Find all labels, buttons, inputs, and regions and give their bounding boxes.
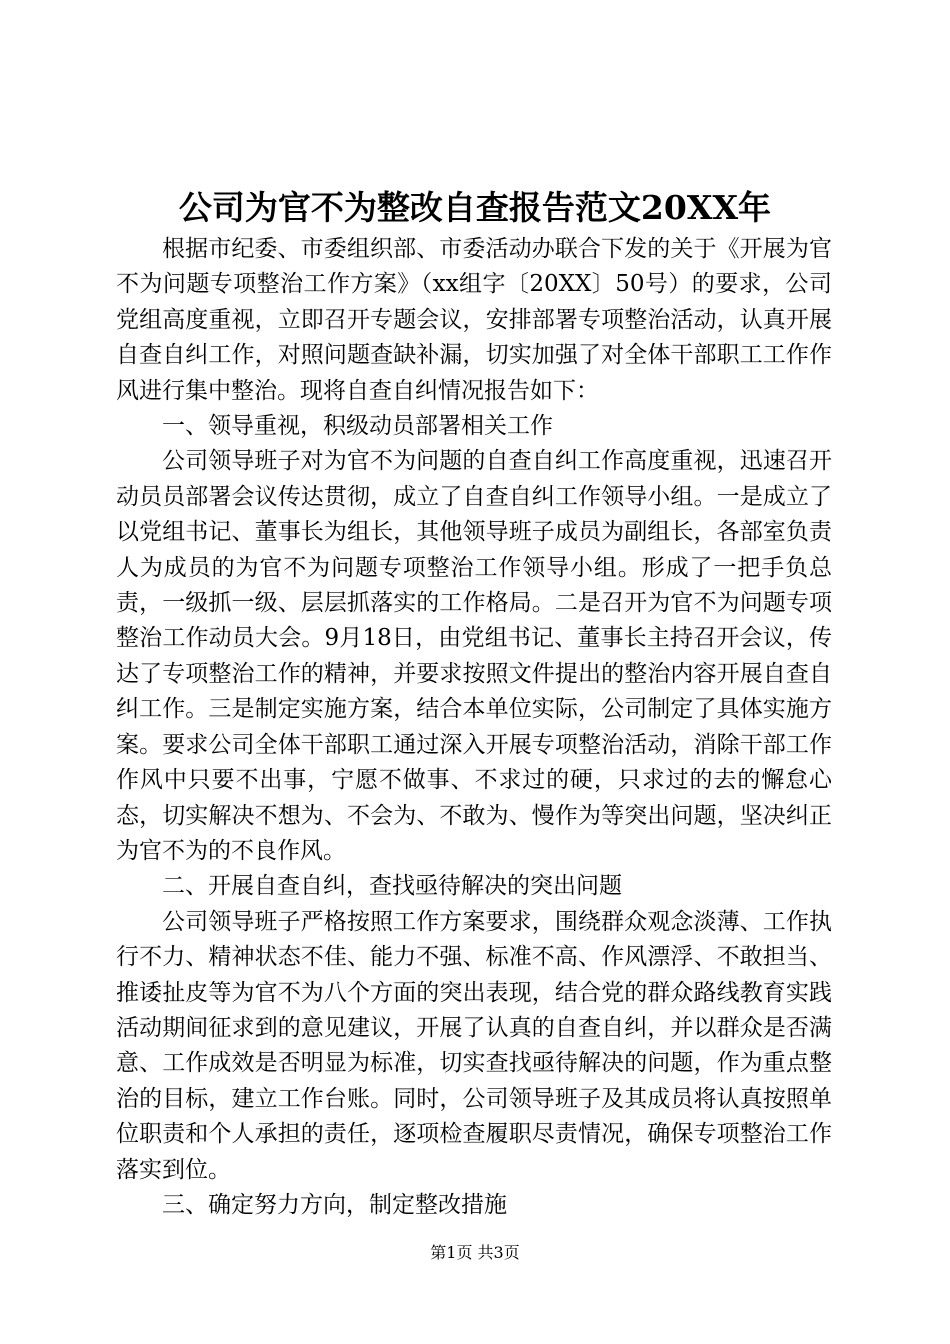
document-body	[116, 232, 832, 1223]
section-heading-3: 三、确定努力方向，制定整改措施	[162, 1191, 507, 1218]
section-heading-1: 一、领导重视，积级动员部署相关工作	[162, 413, 553, 440]
page-footer: 第1页 共3页	[430, 1243, 520, 1262]
section-1-paragraph: 公司领导班子对为官不为问题的自查自纠工作高度重视，迅速召开动员员部署会议传达贯彻，成立了自查自纠工作领导小组。一是成立了以党组书记、董事长为组长，其他领导班子成员为副组长，各部室负责人为成员的为官不为问题专项整治工作领导小组。形成了一把手负总责，一级抓一级、层层抓落实的工作格局。二是召开为官不为问题专项整治工作动员大会。9月18日，由党组书记、董事长主持召开会议，传达了专项整治工作的精神，并要求按照文件提出的整治内容开展自查自纠工作。三是制定实施方案，结合本单位实际，公司制定了具体实施方案。要求公司全体干部职工通过深入开展专项整治活动，消除干部工作作风中只要不出事，宁愿不做事、不求过的硬，只求过的去的懈怠心态，切实解决不想为、不会为、不敢为、慢作为等突出问题，坚决纠正为官不为的不良作风。	[116, 448, 832, 864]
section-heading-2: 二、开展自查自纠，查找亟待解决的突出问题	[162, 873, 622, 900]
section-2-paragraph: 公司领导班子严格按照工作方案要求，围绕群众观念淡薄、工作执行不力、精神状态不佳、能力不强、标准不高、作风漂浮、不敢担当、推诿扯皮等为官不为八个方面的突出表现，结合党的群众路线教育实践活动期间征求到的意见建议，开展了认真的自查自纠，并以群众是否满意、工作成效是否明显为标准，切实查找亟待解决的问题，作为重点整治的目标，建立工作台账。同时，公司领导班子及其成员将认真按照单位职责和个人承担的责任，逐项检查履职尽责情况，确保专项整治工作落实到位。	[116, 908, 832, 1183]
document-title: 公司为官不为整改自查报告范文20XX年	[178, 188, 772, 227]
intro-paragraph: 根据市纪委、市委组织部、市委活动办联合下发的关于《开展为官不为问题专项整治工作方案》（xx组字〔20XX〕50号）的要求，公司党组高度重视，立即召开专题会议，安排部署专项整治活动，认真开展自查自纠工作，对照问题查缺补漏，切实加强了对全体干部职工工作作风进行集中整治。现将自查自纠情况报告如下：	[116, 236, 832, 404]
